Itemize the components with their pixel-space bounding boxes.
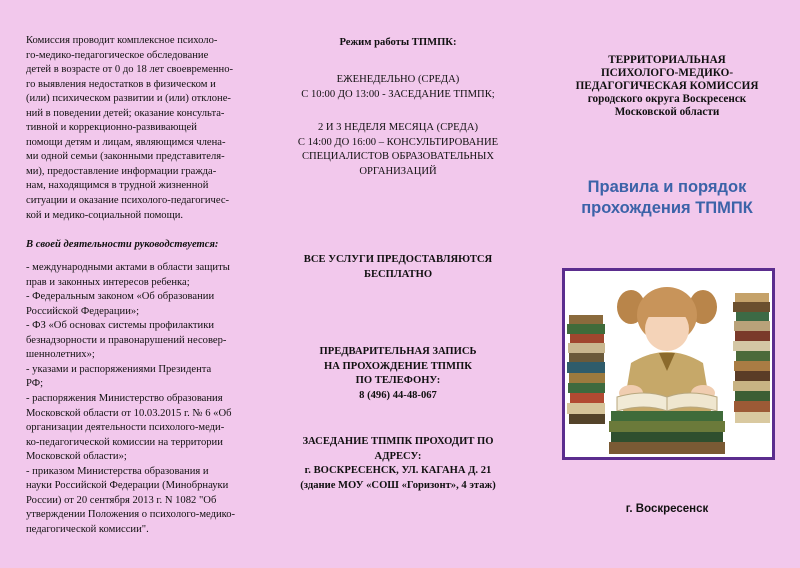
middle-panel	[272, 0, 524, 568]
monthly-schedule: 2 И 3 НЕДЕЛЯ МЕСЯЦА (СРЕДА) С 14:00 ДО 16:00 – КОНСУЛЬТИРОВАНИЕ СПЕЦИАЛИСТОВ ОБРАЗОВАТЕЛЬНЫХ ОРГАНИЗАЦИЙ	[297, 122, 499, 177]
cover-panel	[548, 0, 786, 568]
schedule-title: Режим работы ТПМПК:	[339, 37, 457, 48]
left-book-stack	[567, 315, 605, 424]
weekly-schedule: ЕЖЕНЕДЕЛЬНО (СРЕДА) С 10:00 ДО 13:00 - ЗАСЕДАНИЕ ТПМПК;	[301, 74, 495, 100]
girl-reading-photo	[562, 268, 775, 460]
phone-number: 8 (496) 44-48-067	[359, 389, 437, 401]
commission-description: Комиссия проводит комплексное психоло- го-медико-педагогическое обследование детей в возрасте от 0 до 18 лет своевременно- го выявления недостатков в физическом и (или) психическом развитии и (или) отклоне- ний в поведении детей; оказание консульта- тивной и коррекционно-развивающей помощи детям и лицам, являющимся члена- ми одной семьи (законными представителя- ми), предоставление информации гражда- нам, находящимся в трудной жизненной ситуации и оказание психолого-педагогичес- кой и медико-социальной помощи.	[26, 35, 234, 221]
brochure-title: Правила и порядок прохождения ТПМПК	[581, 178, 753, 217]
legal-basis-list: - международными актами в области защиты прав и законных интересов ребенка; - Федеральным законом «Об образовании Российской Федерации»; - ФЗ «Об основах системы профилактики безнадзорности и правонарушений несовер- шеннолетних»; - указами и распоряжениями Президента РФ; - распоряжения Министерство образования Московской области от 10.03.2015 г. № 6 «Об организации деятельности психолого-меди- ко-педагогической комиссии на территории Московской области»; - приказом Министерства образования и науки Российской Федерации (Минобрнауки России) от 20 сентября 2013 г. N 1082 "Об утверждении Положения о психолого-медико- педагогической комиссии".	[26, 262, 236, 535]
left-panel	[26, 0, 248, 568]
girl-with-books-illustration	[565, 271, 772, 457]
free-services-note: ВСЕ УСЛУГИ ПРЕДОСТАВЛЯЮТСЯ БЕСПЛАТНО	[303, 254, 493, 280]
right-book-stack	[733, 293, 770, 423]
preregistration-info: ПРЕДВАРИТЕЛЬНАЯ ЗАПИСЬ НА ПРОХОЖДЕНИЕ ТПМПК ПО ТЕЛЕФОНУ: 8 (496) 44-48-067	[272, 345, 524, 403]
organization-name: ТЕРРИТОРИАЛЬНАЯ ПСИХОЛОГО-МЕДИКО- ПЕДАГОГИЧЕСКАЯ КОМИССИЯ городского округа Воскресенск Московской области	[575, 54, 759, 118]
meeting-address: ЗАСЕДАНИЕ ТПМПК ПРОХОДИТ ПО АДРЕСУ: г. ВОСКРЕСЕНСК, УЛ. КАГАНА Д. 21 (здание МОУ «СОШ «Горизонт», 4 этаж)	[300, 436, 496, 491]
city-name: г. Воскресенск	[625, 503, 709, 515]
open-book	[609, 393, 725, 454]
guidance-heading: В своей деятельности руководствуется:	[26, 239, 219, 251]
